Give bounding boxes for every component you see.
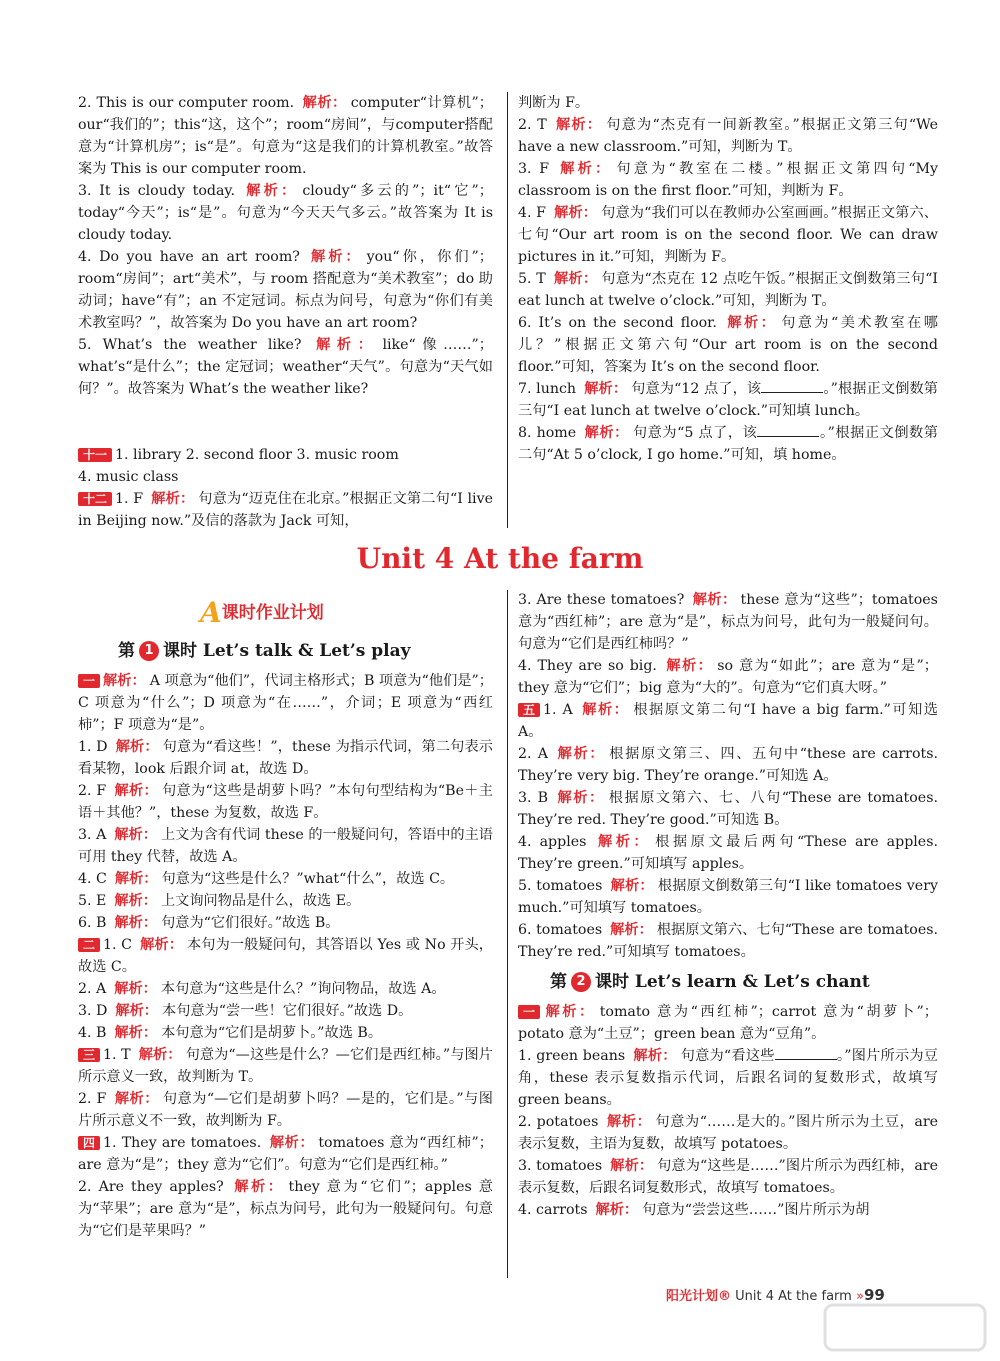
sec12-item: 十二 1. F 解析： 句意为“迈克住在北京。”根据正文第二句“I live in Beijing now.”及信的落款为 Jack 可知， — [78, 491, 493, 529]
answer-item: 3. Are these tomatoes? 解析： these 意为“这些”；tomatoes 意为“西红柿”；are 意为“是”，标点为问号，此句为一般疑问句。句意为“它们是西红柿吗？” — [518, 592, 938, 652]
left-bottom-column — [78, 640, 493, 1242]
answer-item: 二 1. C 解析： 本句为一般疑问句，其答语以 Yes 或 No 开头，故选 C。 — [78, 937, 493, 975]
sec-badge: 十二 — [78, 492, 112, 506]
answer-item: 2. T 解析： 句意为“杰克有一间新教室。”根据正文第三句“We have a new classroom.”可知，判断为 T。 — [518, 117, 938, 155]
left-top-column — [78, 92, 493, 400]
answer-item: 三 1. T 解析： 句意为“—这些是什么？—它们是西红柿。”与图片所示意义一致，故判断为 T。 — [78, 1047, 493, 1085]
answer-item: 4. They are so big. 解析： so 意为“如此”；are 意为“是”；they 意为“它们”；big 意为“大的”。句意为“它们真大呀。” — [518, 658, 938, 696]
lesson-number: 1 — [139, 641, 159, 661]
answer-item: 2. potatoes 解析： 句意为“……是大的。”图片所示为土豆，are 表示复数，主语为复数，故填写 potatoes。 — [518, 1114, 939, 1152]
answer-item: 4. Do you have an art room? 解析： you“你，你们”；room“房间”；art“美术”，与 room 搭配意为“美术教室”；do 助动词；have“有”；an 不定冠词。标点为问号，句意为“你们有美术教室吗？”，故答案为 Do you have an art room? — [78, 249, 493, 331]
sec11-line2: 4. music class — [78, 469, 179, 485]
answer-item: 3. tomatoes 解析： 句意为“这些是……”图片所示为西红柿，are 表示复数，后跟名词复数形式，故填写 tomatoes。 — [518, 1158, 938, 1196]
column-divider-top — [507, 92, 508, 528]
sec-badge: 四 — [78, 1136, 100, 1150]
sec-badge: 三 — [78, 1048, 100, 1062]
sec3-list — [78, 1044, 493, 1132]
unit-title: Unit 4 At the farm — [356, 542, 644, 575]
answer-item: 4. F 解析： 句意为“我们可以在教师办公室画画。”根据正文第六、七句“Our art room is on the second floor. We can draw pictures in it.”可知，判断为 F。 — [518, 205, 938, 265]
answer-item: 3. A 解析： 上文为含有代词 these 的一般疑问句，答语中的主语可用 they 代替，故选 A。 — [78, 827, 493, 865]
sec5-list — [518, 699, 938, 963]
lesson2-intro: 一 解析： tomato 意为“西红柿”；carrot 意为“胡萝卜”；potato 意为“土豆”；green bean 意为“豆角”。 — [518, 1004, 938, 1042]
answer-item: 3. B 解析： 根据原文第六、七、八句“These are tomatoes. They’re red. They’re good.”可知选 B。 — [518, 790, 938, 828]
answer-item: 5. What’s the weather like? 解析： like“像……”；what’s“是什么”；the 定冠词；weather“天气”。句意为“天气如何？”。故答案为 What’s the weather like? — [78, 337, 493, 397]
lesson-number: 2 — [571, 972, 591, 992]
answer-item: 1. green beans 解析： 句意为“看这些 。”图片所示为豆角，these 表示复数指示代词，后跟名词的复数形式，故填写 green beans。 — [518, 1048, 938, 1108]
sec4-list — [78, 1132, 493, 1242]
answer-item: 5. tomatoes 解析： 根据原文倒数第三句“I like tomatoes very much.”可知填写 tomatoes。 — [518, 878, 938, 916]
sec11-line1: 十一 1. library 2. second floor 3. music room — [78, 444, 493, 466]
sec1-intro: 一 解析： A 项意为“他们”，代词主格形式；B 项意为“他们是”；C 项意为“什么”；D 项意为“在……”，介词；E 项意为“西红柿”；F 项意为“是”。 — [78, 673, 493, 733]
answer-item: 5. T 解析： 句意为“杰克在 12 点吃午饭。”根据正文倒数第三句“I eat lunch at twelve o’clock.”可知，判断为 T。 — [518, 271, 938, 309]
answer-item: 6. It’s on the second floor. 解析： 句意为“美术教室在哪儿？”根据正文第六句“Our art room is on the second floor.”可知，答案为 It’s on the second floor. — [518, 315, 938, 375]
right-top-column — [518, 92, 938, 466]
sec2-list — [78, 934, 493, 1044]
answer-item: 5. E 解析： 上文询问物品是什么，故选 E。 — [78, 893, 361, 909]
answer-blank — [757, 436, 819, 437]
answer-item: 4. apples 解析： 根据原文最后两句“These are apples. They’re green.”可知填写 apples。 — [518, 834, 938, 872]
column-divider-bottom — [507, 590, 508, 1278]
answer-item: 判断为 F。 — [518, 95, 590, 111]
left-top-sections — [78, 444, 493, 532]
answer-item: 2. This is our computer room. 解析： computer“计算机”；our“我们的”；this“这，这个”；room“房间”，与computer搭配意为“计算机房”；is“是”。句意为“这是我们的计算机教室。”故答案为 This is our computer room. — [78, 95, 493, 177]
right-bottom-column — [518, 589, 938, 1221]
answer-item: 7. lunch 解析： 句意为“12 点了，该 。”根据正文倒数第三句“I eat lunch at twelve o’clock.”可知填 lunch。 — [518, 381, 938, 419]
watermark-logo-icon — [820, 1300, 990, 1355]
answer-item: 五 1. A 解析： 根据原文第二句“I have a big farm.”可知选 A。 — [518, 702, 938, 740]
page-number: 99 — [863, 1286, 885, 1304]
answer-blank — [761, 392, 823, 393]
answer-item: 3. F 解析： 句意为“教室在二楼。”根据正文第四句“My classroom is on the first floor.”可知，判断为 F。 — [518, 161, 939, 199]
right-bottom-items — [518, 589, 938, 699]
answer-item: 1. D 解析： 句意为“看这些！”，these 为指示代词，第二句表示看某物，look 后跟介词 at，故选 D。 — [78, 739, 493, 777]
lesson2-list — [518, 1045, 938, 1221]
answer-item: 3. D 解析： 本句意为“尝一些！它们很好。”故选 D。 — [78, 1003, 413, 1019]
answer-item: 2. F 解析： 句意为“—它们是胡萝卜吗？—是的，它们是。”与图片所示意义不一致，故判断为 F。 — [78, 1091, 493, 1129]
sec1-list — [78, 736, 493, 934]
answer-item: 6. B 解析： 句意为“它们很好。”故选 B。 — [78, 915, 340, 931]
lesson2-heading: 第 2 课时 Let’s learn & Let’s chant — [550, 972, 870, 992]
answer-item: 4. carrots 解析： 句意为“尝尝这些……”图片所示为胡 — [518, 1202, 870, 1218]
answer-item: 8. home 解析： 句意为“5 点了，该 。”根据正文倒数第二句“At 5 o’clock, I go home.”可知，填 home。 — [518, 425, 938, 463]
answer-item: 4. B 解析： 本句意为“它们是胡萝卜。”故选 B。 — [78, 1025, 383, 1041]
answer-item: 4. C 解析： 句意为“这些是什么？”what“什么”，故选 C。 — [78, 871, 455, 887]
answer-item: 2. Are they apples? 解析： they 意为“它们”；apples 意为“苹果”；are 意为“是”，标点为问号，此句为一般疑问句。句意为“它们是苹果吗？” — [78, 1179, 493, 1239]
page-footer: 阳光计划® Unit 4 At the farm »99 — [666, 1286, 885, 1304]
answer-item: 2. A 解析： 本句意为“这些是什么？”询问物品，故选 A。 — [78, 981, 446, 997]
answer-item: 2. F 解析： 句意为“这些是胡萝卜吗？”本句句型结构为“Be＋主语＋其他？”，these 为复数，故选 F。 — [78, 783, 493, 821]
answer-item: 3. It is cloudy today. 解析： cloudy“多云的”；it“它”；today“今天”；is“是”。句意为“今天天气多云。”故答案为 It is cloudy today. — [78, 183, 493, 243]
answer-item: 6. tomatoes 解析： 根据原文第六、七句“These are tomatoes. They’re red.”可知填写 tomatoes。 — [518, 922, 938, 960]
sec-badge: 十一 — [78, 448, 112, 462]
answer-blank — [775, 1059, 837, 1060]
sec-badge: 五 — [518, 703, 540, 717]
sec-badge: 二 — [78, 938, 100, 952]
answer-item: 四 1. They are tomatoes. 解析： tomatoes 意为“西红柿”；are 意为“是”；they 意为“它们”。句意为“它们是西红柿。” — [78, 1135, 493, 1173]
lesson1-heading: 第 1 课时 Let’s talk & Let’s play — [118, 641, 411, 661]
answer-item: 2. A 解析： 根据原文第三、四、五句中“these are carrots. They’re very big. They’re orange.”可知选 A。 — [518, 746, 938, 784]
plan-heading: A课时作业计划 — [200, 596, 324, 629]
